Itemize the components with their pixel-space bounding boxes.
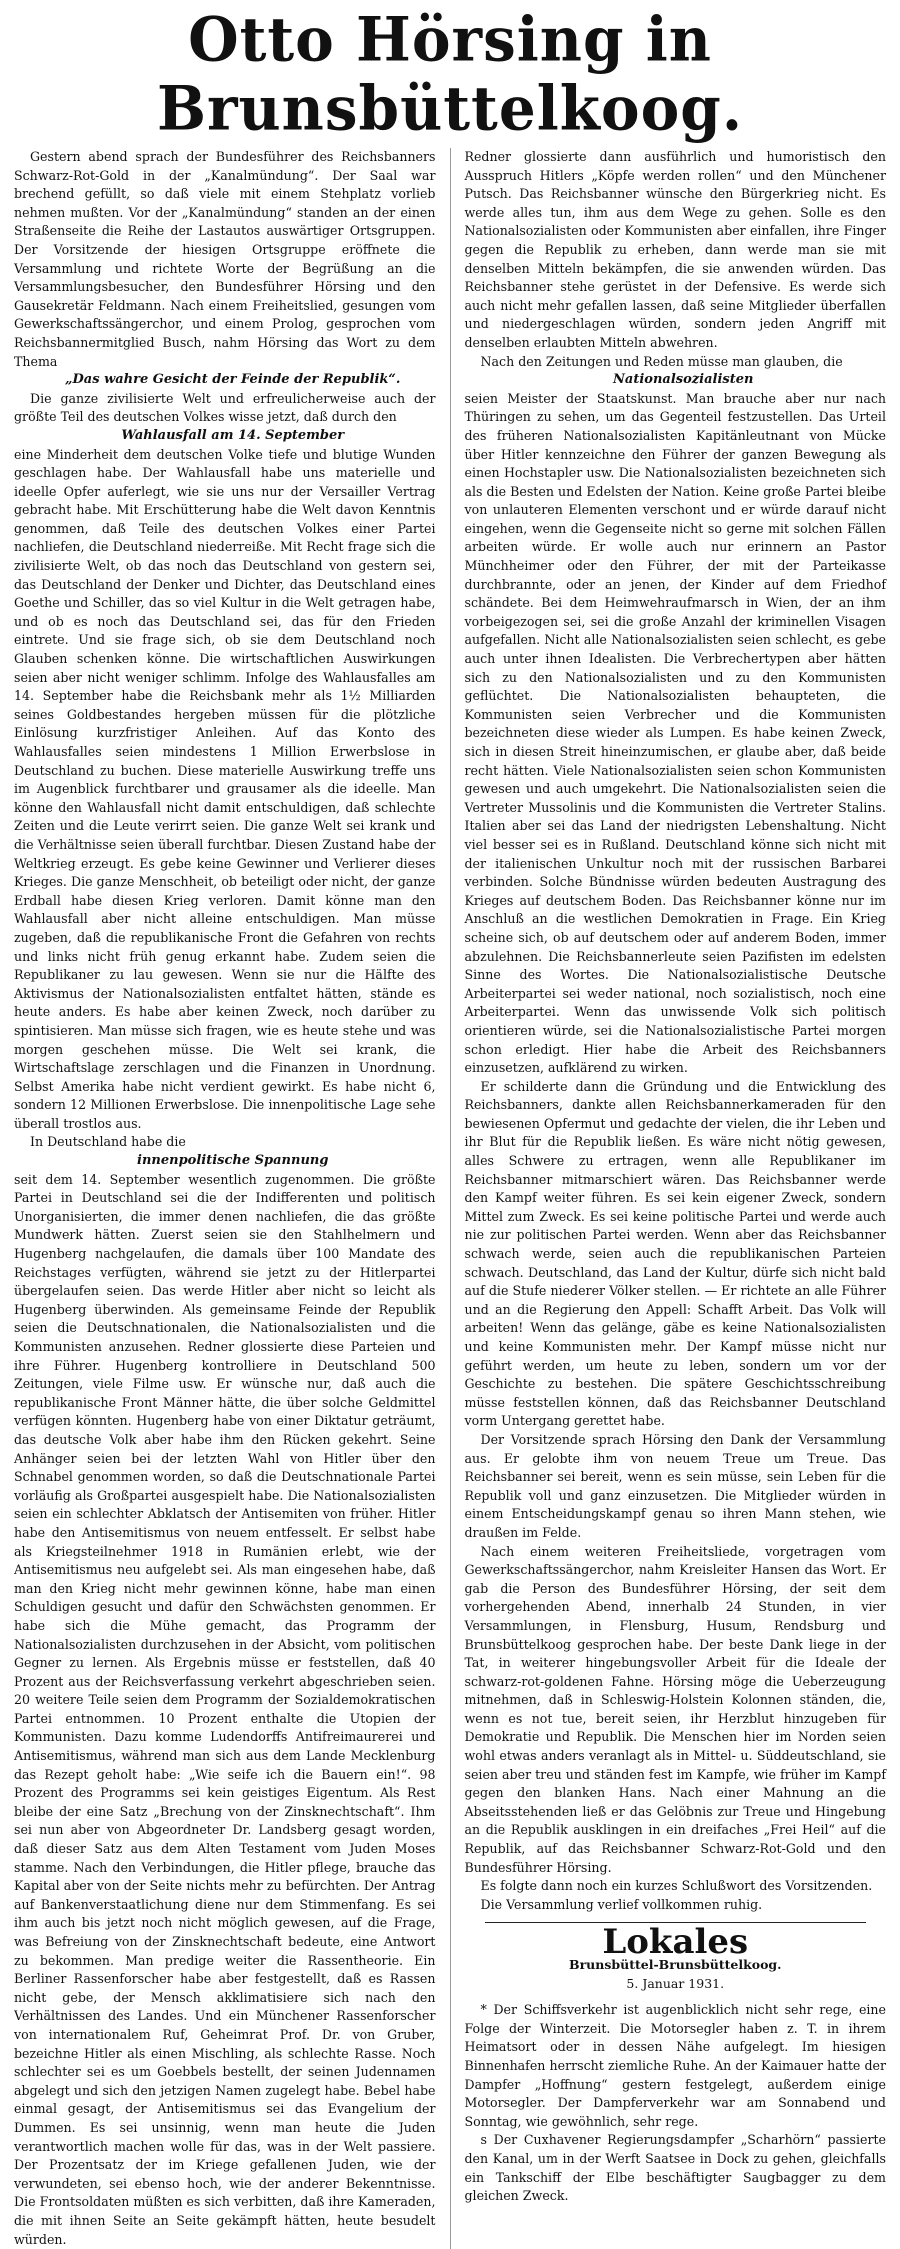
paragraph: seit dem 14. September wesentlich zugenommen. Die größte Partei in Deutschland sei die der Indifferenten und politisch Unorganisierten, die immer denen nachliefen, die das größte Mundwerk hätten. Zuerst seien sie den Stahlhelmern und Hugenberg nachgelaufen, die damals über 100 Mandate des Reichstages verfügten, während sie jetzt zu der Hitlerpartei übergelaufen seien. Das werde Hitler aber nicht so leicht als Hugenberg überwinden. Als gemeinsame Feinde der Republik seien die Deutschnationalen, die Nationalsozialisten und die Kommunisten anzusehen. Redner glossierte diese Parteien und ihre Führer. Hugenberg kontrolliere in Deutschland 500 Zeitungen, viele Filme usw. Er wünsche nur, daß auch die republikanische Front Männer hätte, die über solche Geldmittel verfügen könnten. Hugenberg habe von einer Diktatur geträumt, das deutsche Volk aber habe ihm den Rücken gekehrt. Seine Anhänger seien bei der letzten Wahl von Hitler über den Schnabel genommen worden, so daß die Deutschnationale Partei vorläufig als Großpartei ausgespielt habe. Die Nationalsozialisten seien ein schlechter Abklatsch der Antisemiten von früher. Hitler habe den Antisemitismus von neuem entfesselt. Er selbst habe als Kriegsteilnehmer 1918 in Rumänien erlebt, wie der Antisemitismus neu aufgelebt sei. Als man eingesehen habe, daß man den Krieg nicht mehr gewinnen könne, habe man einen Schuldigen gesucht und dafür den Schwächsten genommen. Er habe sich die Mühe gemacht, das Programm der Nationalsozialisten durchzusehen in der Absicht, vom politischen Gegner zu lernen. Als Ergebnis müsse er feststellen, daß 40 Prozent aus der Reichsverfassung verkehrt abgeschrieben seien. 20 weitere Teile seien dem Programm der Sozialdemokratischen Partei entnommen. 10 Prozent enthalte die Utopien der Kommunisten. Dazu komme Ludendorffs Antifreimaurerei und Antisemitismus, während man sich aus dem Lande Mecklenburg das Rezept geholt habe: „Wie seife ich die Bauern ein!“. 98 Prozent des Programms sei kein geistiges Eigentum. Als Rest bleibe der eine Satz „Brechung von der Zinsknechtschaft“. Ihm sei nun aber von Abgeordneter Dr. Landsberg gesagt worden, daß dieser Satz aus dem Alten Testament vom Juden Moses stamme. Nach den Verbindungen, die Hitler pflege, brauche das Kapital aber von der Seite nichts mehr zu befürchten. Der Antrag auf Bankenverstaatlichung diene nur dem Stimmenfang. Es sei ihm auch bis jetzt noch nicht möglich gewesen, auf die Frage, was Befreiung von der Zinsknechtschaft bedeute, eine Antwort zu bekommen. Man predige weiter die Rassentheorie. Ein Berliner Rassenforscher habe aber festgestellt, daß es Rassen nicht gebe, der Mensch akklimatisiere sich nach den Verhältnissen des Landes. Und ein Münchener Rassenforscher von internationalem Ruf, Geheimrat Prof. Dr. von Gruber, bezeichne Hitler als einen Mischling, als schlechte Rasse. Noch schlechter sei es um Goebbels bestellt, der seinen Judennamen abgelegt und sich den jetzigen Namen zugelegt habe. Bebel habe einmal gesagt, der Antisemitismus sei das Evangelium der Dummen. Es sei unsinnig, wenn man heute die Juden verantwortlich machen wolle für das, was in der Welt passiere. Der Prozentsatz der im Kriege gefallenen Juden, wie der verwundeten, sei ebenso hoch, wie der anderer Bekenntnisse. Die Frontsoldaten müßten es sich verbitten, daß ihre Kameraden, die mit ihnen Seite an Seite gekämpft hätten, heute besudelt würden. (14, 1171, 436, 2247)
paragraph: Nach den Zeitungen und Reden müsse man glauben, die (480, 353, 843, 369)
local-section-title: Lokales (602, 1922, 749, 1963)
paragraph: Er schilderte dann die Gründung und die Entwicklung des Reichsbanners, dankte allen Reichsbannerkameraden für den bewiesenen Opfermut und gedachte der vielen, die ihr Leben und ihr Blut für die Republik ließen. Es wäre nicht nötig gewesen, alles Schwere zu ertragen, wenn alle Republikaner im Reichsbanner mitmarschiert wären. Das Reichsbanner werde den Kampf weiter führen. Es sei kein eigener Zweck, sondern Mittel zum Zweck. Es sei keine politische Partei und werde auch nie zur politischen Partei werden. Wenn aber das Reichsbanner schwach werde, seien auch die republikanischen Parteien schwach. Deutschland, das Land der Kultur, dürfe sich nicht bald auf die Stufe niederer Völker stellen. — Er richtete an alle Führer und an die Regierung den Appell: Schafft Arbeit. Das Volk will arbeiten! Wenn das gelänge, gäbe es keine Nationalsozialisten und keine Kommunisten mehr. Der Kampf müsse nicht nur geführt werden, um heute zu leben, sondern um vor der Geschichte zu bestehen. Die spätere Geschichtsschreibung müsse feststellen können, daß das Reichsbanner Deutschland vorm Untergang gerettet habe. (464, 1078, 886, 1429)
paragraph: Die ganze zivilisierte Welt und erfreulicherweise auch der größte Teil des deutschen Volkes wisse jetzt, daß durch den (14, 390, 436, 425)
column-left (14, 148, 436, 2249)
column-right (465, 148, 887, 2249)
paragraph: seien Meister der Staatskunst. Man brauche aber nur nach Thüringen zu sehen, um das Gegenteil festzustellen. Das Urteil des früheren Nationalsozialisten Kapitänleutnant von Mücke über Hitler kennzeichne den Führer der ganzen Bewegung als einen Hochstapler usw. Die Nationalsozialisten bezeichneten sich als die Besten und Edelsten der Nation. Keine große Partei bleibe von unlauteren Elementen verschont und er würde darauf nicht eingehen, wenn die Gegenseite nicht so gerne mit solchen Fällen arbeiten würde. Er wolle auch nur erinnern an Pastor Münchheimer oder den Führer, der mit der Parteikasse durchbrannte, oder an jenen, der Kinder auf dem Friedhof schändete. Bei dem Heimwehraufmarsch in Wien, der an ihm vorbeigezogen sei, sei die große Anzahl der kriminellen Visagen aufgefallen. Nicht alle Nationalsozialisten seien schlecht, es gebe auch unter ihnen Idealisten. Die Verbrechertypen aber hätten sich zu den Nationalsozialisten und zu den Kommunisten geflüchtet. Die Nationalsozialisten behaupteten, die Kommunisten seien Verbrecher und die Kommunisten bezeichneten diese wieder als Lumpen. Es habe keinen Zweck, sich in diesen Streit hineinzumischen, er glaube aber, daß beide recht hätten. Viele Nationalsozialisten seien schon Kommunisten gewesen und auch umgekehrt. Die Nationalsozialisten seien die Vertreter Mussolinis und die Kommunisten die Vertreter Stalins. Italien aber sei das Land der niedrigsten Lebenshaltung. Nicht viel besser sei es in Rußland. Deutschland könne sich nicht mit der italienischen Unkultur noch mit der russischen Barbarei verbinden. Solche Bündnisse würden bedeuten Austragung des Krieges auf deutschem Boden. Das Reichsbanner könne nur im Anschluß an die westlichen Demokratien in Frage. Ein Krieg scheine sich, ob auf deutschem oder auf anderem Boden, immer abzulehnen. Die Reichsbannerleute seien Pazifisten im edelsten Sinne des Wortes. Die Nationalsozialistische Deutsche Arbeiterpartei sei weder national, noch sozialistisch, noch eine Arbeiterpartei. Wenn das unwissende Volk sich politisch orientieren würde, sei die Nationalsozialistische Partei morgen schon erledigt. Hier habe die Arbeit des Reichsbanners einzusetzen, aufklärend zu wirken. (464, 390, 886, 1076)
headline: Otto Hörsing in Brunsbüttelkoog. (156, 3, 744, 145)
paragraph: eine Minderheit dem deutschen Volke tiefe und blutige Wunden geschlagen habe. Der Wahlausfall habe uns materielle und ideelle Opfer auferlegt, wie sie uns nur der Versailler Vertrag gebracht habe. Mit Erschütterung habe die Welt davon Kenntnis genommen, daß Teile des deutschen Volkes einer Partei nachliefen, die Deutschland niederreiße. Mit Recht frage sich die zivilisierte Welt, ob das noch das Deutschland von gestern sei, das Deutschland der Denker und Dichter, das Deutschland eines Goethe und Schiller, das so viel Kultur in die Welt getragen habe, und ob es noch das Deutschland sei, das für den Frieden eintrete. Und sie frage sich, ob sie dem Deutschland noch Glauben schenken könne. Die wirtschaftlichen Auswirkungen seien aber nicht weniger schlimm. Infolge des Wahlausfalles am 14. September habe die Reichsbank mehr als 1½ Milliarden seines Goldbestandes hergeben müssen für die plötzliche Einlösung kurzfristiger Anleihen. Auf das Konto des Wahlausfalles seien mindestens 1 Million Erwerbslose in Deutschland zu buchen. Diese materielle Auswirkung treffe uns im Augenblick furchtbarer und grausamer als die ideelle. Man könne den Wahlausfall nicht damit entschuldigen, daß schlechte Zeiten und die Leute verirrt seien. Die ganze Welt sei krank und die Verhältnisse seien überall furchtbar. Diesen Zustand habe der Weltkrieg erzeugt. Es gebe keine Gewinner und Verlierer dieses Krieges. Die ganze Menschheit, ob beteiligt oder nicht, der ganze Erdball habe diesen Krieg verloren. Damit könne man den Wahlausfall aber nicht alleine entschuldigen. Man müsse zugeben, daß die republikanische Front die Gefahren von rechts und links nicht früh genug erkannt habe. Zudem seien die Republikaner zu lau gewesen. Wenn sie nur die Hälfte des Aktivismus der Nationalsozialisten entfaltet hätten, stände es heute anders. Es habe aber keinen Zweck, noch darüber zu spintisieren. Man müsse sich fragen, wie es heute stehe und was morgen geschehen müsse. Die Welt sei krank, die Wirtschaftslage zerschlagen und die Finanzen in Unordnung. Selbst Amerika habe nicht verdient gewirkt. Es habe nicht 6, sondern 12 Millionen Erwerbslose. Die innenpolitische Lage sehe überall trostlos aus. (14, 446, 436, 1131)
article-columns (14, 148, 886, 2249)
paragraph: In Deutschland habe die (30, 1134, 186, 1150)
paragraph: Gestern abend sprach der Bundesführer des Reichsbanners Schwarz-Rot-Gold in der „Kanalmündung“. Der Saal war brechend gefüllt, so daß viele mit einem Stehplatz vorlieb nehmen mußten. Vor der „Kanalmündung“ standen an der einen Straßenseite die Reihe der Lastautos auswärtiger Ortsgruppen. Der Vorsitzende der hiesigen Ortsgruppe eröffnete die Versammlung und richtete Worte der Begrüßung an die Versammlungsbesucher, den Bundesführer Hörsing und den Gausekretär Feldmann. Nach einem Freiheitslied, gesungen vom Gewerkschaftssängerchor, und einem Prolog, gesprochen vom Reichsbannermitglied Busch, nahm Hörsing das Wort zu dem Thema (14, 149, 436, 369)
paragraph: s Der Cuxhavener Regierungsdampfer „Scharhörn“ passierte den Kanal, um in der Werft Saatsee in Dock zu gehen, gleichfalls ein Tankschiff der Elbe beschäftigter Saugbagger zu dem gleichen Zweck. (464, 2132, 886, 2204)
subheading: innenpolitische Spannung (137, 1153, 329, 1169)
theme-heading: „Das wahre Gesicht der Feinde der Republik“. (65, 372, 401, 388)
subheading: Wahlausfall am 14. September (121, 427, 345, 443)
paragraph: Es folgte dann noch ein kurzes Schlußwort des Vorsitzenden. (480, 1878, 873, 1894)
paragraph: Redner glossierte dann ausführlich und humoristisch den Ausspruch Hitlers „Köpfe werden rollen“ und den Münchener Putsch. Das Reichsbanner wünsche den Bürgerkrieg nicht. Es werde alles tun, ihm aus dem Wege zu gehen. Solle es den Nationalsozialisten oder Kommunisten aber einfallen, ihre Finger gegen die Republik zu erheben, dann werde man sie mit denselben Mitteln bekämpfen, die sie anwenden würden. Das Reichsbanner stehe gerüstet in der Defensive. Es werde sich auch nicht mehr gefallen lassen, daß seine Mitglieder überfallen und niedergeschlagen würden, sondern jeden Angriff mit denselben erlaubten Mitteln abwehren. (464, 149, 886, 350)
date: 5. Januar 1931. (626, 1975, 725, 1991)
paragraph: Die Versammlung verlief vollkommen ruhig. (480, 1896, 763, 1912)
column-divider (450, 148, 451, 2249)
paragraph: Der Vorsitzende sprach Hörsing den Dank der Versammlung aus. Er gelobte ihm von neuem Treue um Treue. Das Reichsbanner sei bereit, wenn es sein müsse, sein Leben für die Republik voll und ganz einzusetzen. Die Mitglieder würden in einem Entscheidungskampf genau so ihren Mann stehen, wie draußen im Felde. (464, 1431, 886, 1540)
paragraph: * Der Schiffsverkehr ist augenblicklich nicht sehr rege, eine Folge der Winterzeit. Die Motorsegler haben z. T. in ihrem Heimatsort oder in dessen Nähe aufgelegt. Im hiesigen Binnenhafen herrscht ziemliche Ruhe. An der Kaimauer hatte der Dampfer „Hoffnung“ gestern festgelegt, außerdem einige Motorsegler. Der Dampferverkehr war am Sonnabend und Sonntag, wie gewöhnlich, sehr rege. (464, 2002, 886, 2129)
subheading: Nationalsozialisten (613, 372, 754, 388)
paragraph: Nach einem weiteren Freiheitsliede, vorgetragen vom Gewerkschaftssängerchor, nahm Kreisleiter Hansen das Wort. Er gab die Person des Bundesführer Hörsing, der seit dem vorhergehenden Abend, innerhalb 24 Stunden, in vier Versammlungen, in Flensburg, Husum, Rendsburg und Brunsbüttelkoog gesprochen habe. Der beste Dank liege in der Tat, in weiterer hingebungsvoller Arbeit für die Ideale der schwarz-rot-goldenen Fahne. Hörsing möge die Ueberzeugung mitnehmen, daß in Schleswig-Holstein Kolonnen ständen, die, wenn es not tue, bereit seien, ihr Herzblut hinzugeben für Demokratie und Republik. Die Menschen hier im Norden seien wohl etwas anders veranlagt als in Mittel- u. Süddeutschland, sie seien aber treu und ständen fest im Kampfe, wie früher im Kampf gegen den blanken Hans. Nach einer Mahnung an die Abseitsstehenden ließ er das Gelöbnis zur Treue und Hingebung an die Republik ausklingen in ein dreifaches „Frei Heil“ auf die Republik, auf das Reichsbanner Schwarz-Rot-Gold und den Bundesführer Hörsing. (464, 1543, 886, 1875)
dateline: Brunsbüttel-Brunsbüttelkoog. (569, 1957, 782, 1972)
